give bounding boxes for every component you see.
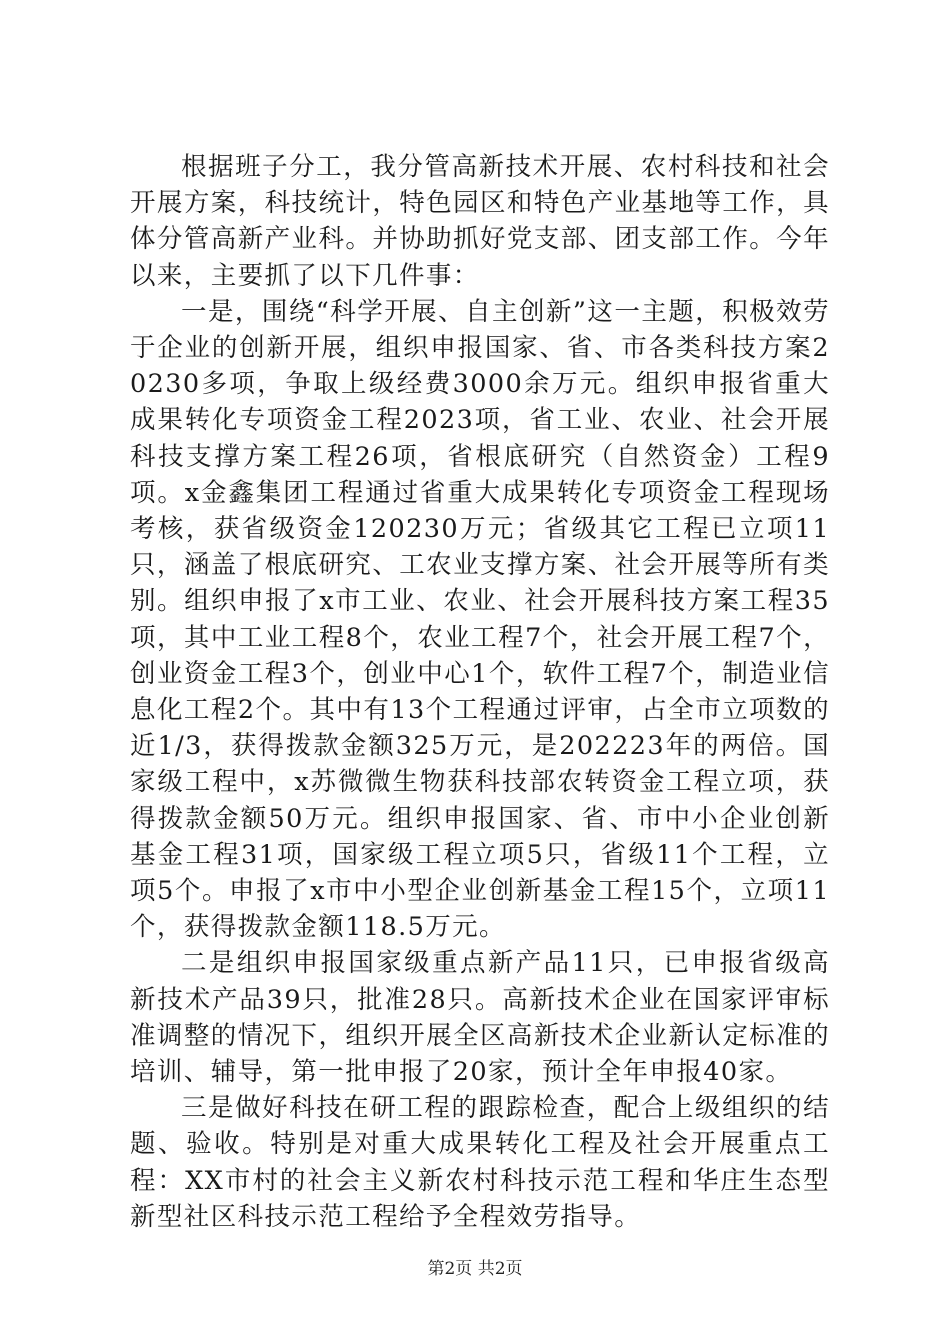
page-number: 第2页 共2页 xyxy=(427,1259,523,1279)
paragraph-item-one: 一是，围绕“科学开展、自主创新”这一主题，积极效劳于企业的创新开展，组织申报国家、省、市各类科技方案20230多项，争取上级经费3000余万元。组织申报省重大成果转化专项资金工程2023项，省工业、农业、社会开展科技支撑方案工程26项，省根底研究（自然资金）工程9项。x金鑫集团工程通过省重大成果转化专项资金工程现场考核，获省级资金120230万元；省级其它工程已立项11只，涵盖了根底研究、工农业支撑方案、社会开展等所有类别。组织申报了x市工业、农业、社会开展科技方案工程35项，其中工业工程8个，农业工程7个，社会开展工程7个，创业资金工程3个，创业中心1个，软件工程7个，制造业信息化工程2个。其中有13个工程通过评审，占全市立项数的近1/3，获得拨款金额325万元，是202223年的两倍。国家级工程中，x苏微微生物获科技部农转资金工程立项，获得拨款金额50万元。组织申报国家、省、市中小企业创新基金工程31项，国家级工程立项5只，省级11个工程，立项5个。申报了x市中小型企业创新基金工程15个，立项11个，获得拨款金额118.5万元。 xyxy=(130,296,830,943)
page-footer xyxy=(0,1258,950,1280)
paragraph-item-two: 二是组织申报国家级重点新产品11只，已申报省级高新技术产品39只，批准28只。高新技术企业在国家评审标准调整的情况下，组织开展全区高新技术企业新认定标准的培训、辅导，第一批申报了20家，预计全年申报40家。 xyxy=(130,948,830,1088)
paragraph-item-three: 三是做好科技在研工程的跟踪检查，配合上级组织的结题、验收。特别是对重大成果转化工程及社会开展重点工程：XX市村的社会主义新农村科技示范工程和华庄生态型新型社区科技示范工程给予全程效劳指导。 xyxy=(130,1093,830,1232)
paragraph-intro: 根据班子分工，我分管高新技术开展、农村科技和社会开展方案，科技统计，特色园区和特色产业基地等工作，具体分管高新产业科。并协助抓好党支部、团支部工作。今年以来，主要抓了以下几件事： xyxy=(130,152,830,291)
document-body xyxy=(130,149,830,1235)
